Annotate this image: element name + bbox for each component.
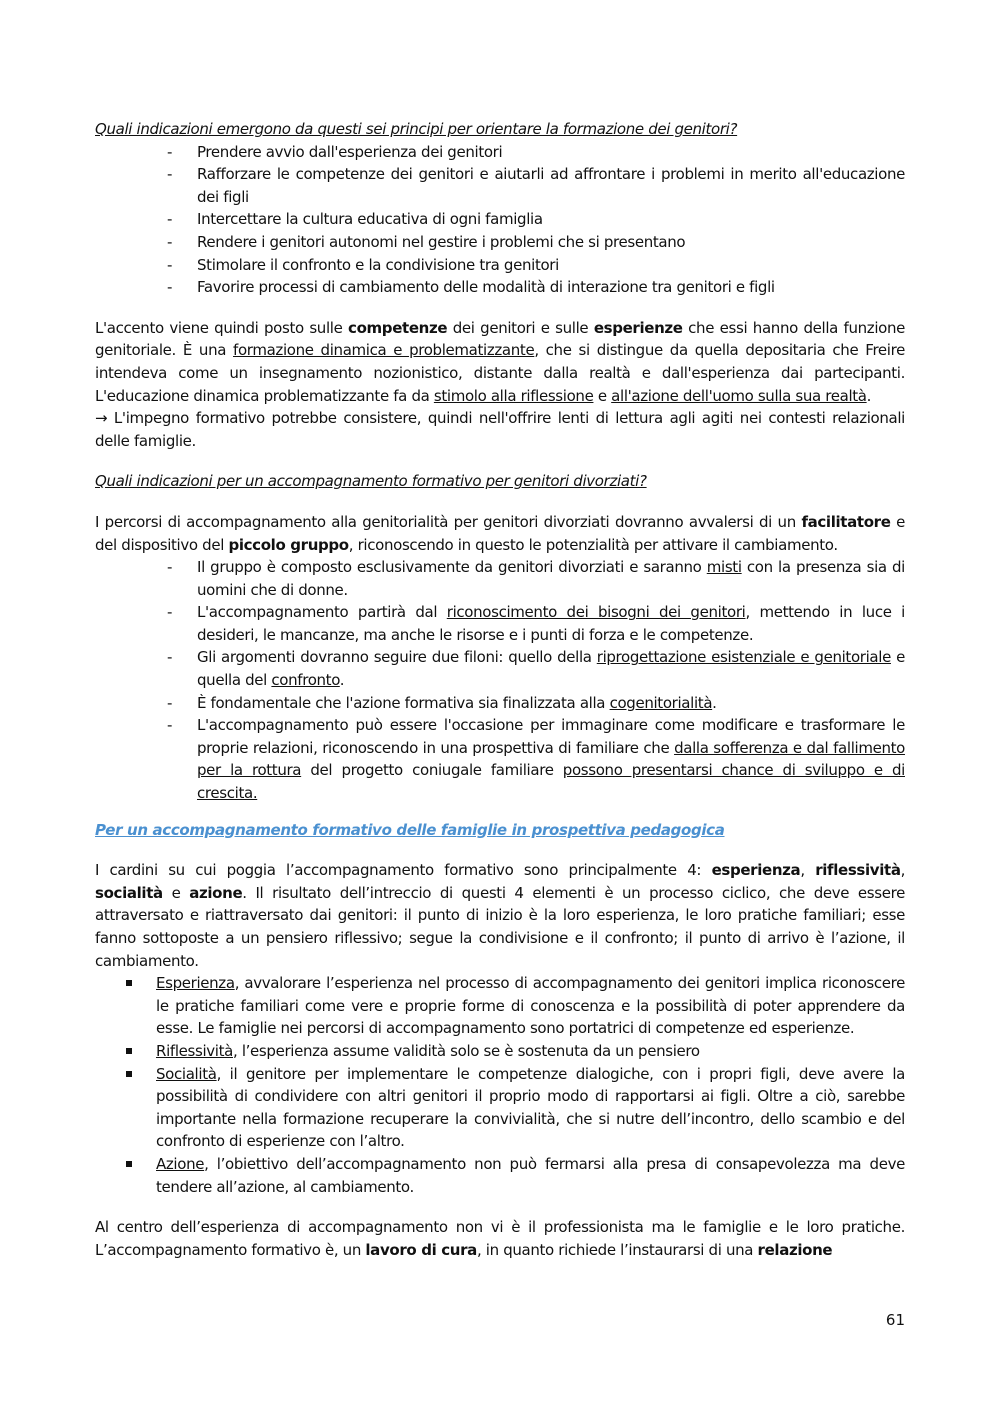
paragraph-cardini: I cardini su cui poggia l’accompagnamento formativo sono principalmente 4: esperienza, riflessività, socialità e azione. Il risultato dell’intreccio di questi 4 elementi è un processo ciclico, che deve essere attraversato e riattraversato dai genitori: il punto di inizio è la loro esperienza, le loro pratiche familiari; esse fanno sottoposte a un pensiero riflessivo; segue la condivisione e il confronto; il punto di arrivo è l’azione, il cambiamento. bbox=[95, 861, 906, 970]
list-item: - Gli argomenti dovranno seguire due filoni: quello della riprogettazione esistenziale e genitoriale e quella del confronto. bbox=[95, 646, 905, 691]
list-item: - L'accompagnamento può essere l'occasione per immaginare come modificare e trasformare le proprie relazioni, riconoscendo in una prospettiva di familiare che dalla sofferenza e dal fallimento per la rottura del progetto coniugale familiare possono presentarsi chance di sviluppo e di crescita. bbox=[95, 714, 905, 804]
paragraph-divorziati: I percorsi di accompagnamento alla genitorialità per genitori divorziati dovranno avvalersi di un facilitatore e del dispositivo del piccolo gruppo, riconoscendo in questo le potenzialità per attivare il cambiamento. bbox=[95, 512, 906, 554]
paragraph-centro: Al centro dell’esperienza di accompagnamento non vi è il professionista ma le famiglie e le loro pratiche. L’accompagnamento formativo è, un lavoro di cura, in quanto richiede l’instaurarsi di una relazione bbox=[95, 1218, 905, 1259]
list-item: - È fondamentale che l'azione formativa sia finalizzata alla cogenitorialità. bbox=[95, 692, 905, 715]
list-item: Riflessività, l’esperienza assume validità solo se è sostenuta da un pensiero bbox=[95, 1040, 905, 1063]
arrow-note: → L'impegno formativo potrebbe consistere, quindi nell'offrire lenti di lettura agli agiti nei contesti relazionali delle famiglie. bbox=[95, 409, 905, 450]
list-item: Socialità, il genitore per implementare le competenze dialogiche, con i propri figli, deve avere la possibilità di condividere con altri genitori il proprio modo di rapportarsi ai figli. Oltre a ciò, sarebbe importante nella formazione recuperare la convivialità, che si nutre dell’incontro, dello scambio e del confronto di esperienze con l’altro. bbox=[95, 1063, 905, 1153]
paragraph-competenze: L'accento viene quindi posto sulle competenze dei genitori e sulle esperienze che essi hanno della funzione genitoriale. È una formazione dinamica e problematizzante, che si distingue da quella depositaria che Freire intendeva come un insegnamento nozionistico, distante dalla realtà e dall'esperienza dai partecipanti. L'educazione dinamica problematizzante fa da stimolo alla riflessione e all'azione dell'uomo sulla sua realtà. → L'impegno formativo potrebbe consistere, quindi nell'offrire lenti di lettura agli agiti nei contesti relazionali delle famiglie. bbox=[95, 318, 905, 450]
document-page bbox=[95, 118, 905, 1261]
divorced-parents-list bbox=[95, 556, 905, 805]
list-item: - Intercettare la cultura educativa di ogni famiglia bbox=[95, 208, 905, 231]
list-item: - Il gruppo è composto esclusivamente da genitori divorziati e saranno misti con la presenza sia di uomini che di donne. bbox=[95, 556, 905, 601]
question-heading-2: Quali indicazioni per un accompagnamento formativo per genitori divorziati? bbox=[95, 472, 647, 491]
list-item: Azione, l’obiettivo dell’accompagnamento non può fermarsi alla presa di consapevolezza ma deve tendere all’azione, al cambiamento. bbox=[95, 1153, 905, 1198]
section-heading: Per un accompagnamento formativo delle famiglie in prospettiva pedagogica bbox=[95, 820, 725, 839]
list-item: - Prendere avvio dall'esperienza dei genitori bbox=[95, 141, 905, 164]
principles-list bbox=[95, 141, 905, 299]
list-item: - Rendere i genitori autonomi nel gestire i problemi che si presentano bbox=[95, 231, 905, 254]
pillars-list bbox=[95, 972, 905, 1198]
list-item: - Rafforzare le competenze dei genitori e aiutarli ad affrontare i problemi in merito all'educazione dei figli bbox=[95, 163, 905, 208]
list-item: Esperienza, avvalorare l’esperienza nel processo di accompagnamento dei genitori implica riconoscere le pratiche familiari come vere e proprie forme di conoscenza e la possibilità di poter apprendere da esse. Le famiglie nei percorsi di accompagnamento sono portatrici di competenze ed esperienze. bbox=[95, 972, 905, 1040]
list-item: - L'accompagnamento partirà dal riconoscimento dei bisogni dei genitori, mettendo in luce i desideri, le mancanze, ma anche le risorse e i punti di forza e le competenze. bbox=[95, 601, 905, 646]
list-item: - Stimolare il confronto e la condivisione tra genitori bbox=[95, 254, 905, 277]
list-item: - Favorire processi di cambiamento delle modalità di interazione tra genitori e figli bbox=[95, 276, 905, 299]
page-number: 61 bbox=[885, 1311, 905, 1329]
question-heading-1: Quali indicazioni emergono da questi sei principi per orientare la formazione dei genitori? bbox=[95, 120, 738, 138]
